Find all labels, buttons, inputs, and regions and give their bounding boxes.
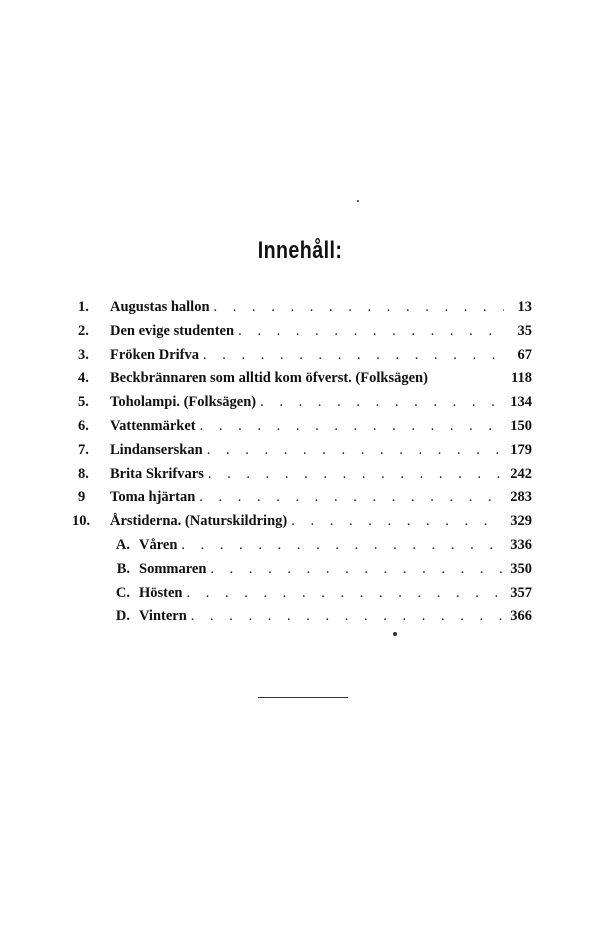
subentry-letter: A. — [115, 536, 130, 553]
dot-leader — [238, 320, 504, 344]
dot-leader — [260, 391, 504, 415]
entry-title: Fröken Drifva — [110, 346, 199, 363]
entry-page-number: 283 — [510, 489, 532, 506]
entry-page-number: 150 — [510, 417, 532, 434]
dot-leader — [191, 605, 504, 629]
toc-entry — [78, 415, 532, 439]
toc-entry — [78, 367, 532, 391]
dot-leader — [214, 296, 504, 320]
toc-entry — [72, 510, 532, 534]
entry-title: Beckbrännaren som alltid kom öfverst. (Folksägen) — [110, 370, 428, 387]
subentry-title: Vintern — [139, 608, 187, 625]
toc-subentry — [78, 534, 532, 558]
toc-entry — [78, 439, 532, 463]
toc-entry — [78, 391, 532, 415]
entry-number: 10. — [72, 513, 91, 530]
entry-number: 2. — [78, 322, 89, 339]
subentry-page-number: 350 — [510, 560, 532, 577]
toc-entry — [78, 320, 532, 344]
dot-leader — [210, 558, 504, 582]
dot-leader — [187, 582, 505, 606]
toc-entry — [78, 463, 532, 487]
entry-title: Lindanserskan — [110, 441, 203, 458]
dot-leader — [181, 534, 504, 558]
entry-page-number: 134 — [510, 394, 532, 411]
entry-number: 1. — [78, 299, 89, 315]
entry-page-number: 329 — [510, 513, 532, 530]
entry-number: 9 — [78, 489, 86, 506]
entry-page-number: 179 — [510, 441, 532, 458]
toc-entry — [78, 296, 532, 320]
subentry-letter: D. — [115, 608, 130, 625]
entry-number: 4. — [78, 370, 89, 387]
entry-title: Den evige studenten — [110, 322, 235, 339]
entry-number: 8. — [78, 465, 89, 482]
subentry-letter: C. — [115, 584, 130, 601]
closing-rule — [258, 697, 348, 698]
entry-title: Toma hjärtan — [110, 489, 196, 506]
dot-leader — [200, 415, 504, 439]
dot-leader — [203, 344, 504, 368]
entry-page-number: 67 — [517, 346, 532, 363]
toc-subentry — [78, 558, 532, 582]
dot-leader — [199, 486, 504, 510]
dot-leader — [291, 510, 504, 534]
entry-title: Augustas hallon — [110, 299, 210, 315]
print-speck — [393, 632, 397, 636]
toc-entry — [78, 344, 532, 368]
toc-subentry — [78, 605, 532, 629]
entry-page-number: 13 — [517, 299, 532, 315]
dot-leader — [208, 463, 504, 487]
subentry-letter: B. — [116, 560, 130, 577]
entry-number: 5. — [78, 394, 89, 411]
toc-entry — [78, 486, 532, 510]
entry-page-number: 242 — [510, 465, 532, 482]
print-speck — [357, 200, 359, 202]
entry-title: Årstiderna. (Naturskildring) — [110, 513, 288, 530]
dot-leader — [207, 439, 504, 463]
entry-number: 7. — [78, 441, 89, 458]
subentry-page-number: 336 — [510, 536, 532, 553]
entry-number: 6. — [78, 417, 89, 434]
entry-number: 3. — [78, 346, 89, 363]
subentry-page-number: 357 — [510, 584, 532, 601]
table-of-contents — [72, 296, 532, 629]
entry-page-number: 118 — [511, 370, 532, 387]
entry-title: Toholampi. (Folksägen) — [110, 394, 257, 411]
toc-subentry — [78, 582, 532, 606]
subentry-page-number: 366 — [510, 608, 532, 625]
subentry-title: Sommaren — [139, 560, 207, 577]
page-title: Innehåll: — [257, 237, 343, 264]
subentry-title: Våren — [139, 536, 178, 553]
entry-title: Vattenmärket — [110, 417, 196, 434]
subentry-title: Hösten — [139, 584, 183, 601]
entry-page-number: 35 — [517, 322, 532, 339]
entry-title: Brita Skrifvars — [110, 465, 204, 482]
